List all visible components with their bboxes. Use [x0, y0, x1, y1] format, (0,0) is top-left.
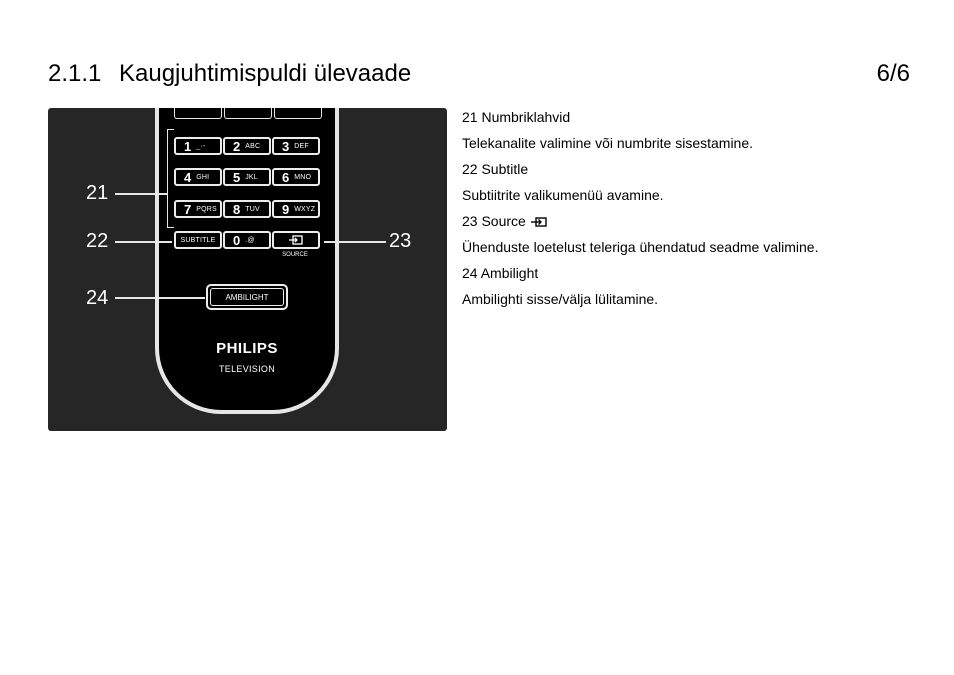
- page-title: Kaugjuhtimispuldi ülevaade: [119, 60, 412, 87]
- callout-21-line: [115, 193, 167, 195]
- section-number: 2.1.1: [48, 60, 102, 87]
- description-list: [462, 104, 818, 312]
- desc-heading-23-label: 23 Source: [462, 213, 526, 229]
- source-key-label: SOURCE: [282, 252, 308, 258]
- brand-logo: PHILIPS: [216, 340, 278, 357]
- source-input-icon: [530, 216, 548, 228]
- subtitle-key: SUBTITLE: [174, 231, 222, 249]
- callout-24-line: [115, 297, 205, 299]
- key-2: 2 ABC: [223, 137, 271, 155]
- desc-heading-22: 22 Subtitle: [462, 161, 529, 177]
- callout-21: 21: [86, 182, 109, 204]
- desc-text-24: Ambilighti sisse/välja lülitamine.: [462, 291, 659, 307]
- source-key: [272, 231, 320, 249]
- ambilight-key: AMBILIGHT: [206, 284, 288, 310]
- desc-heading-21: 21 Numbriklahvid: [462, 109, 571, 125]
- key-5: 5 JKL: [223, 168, 271, 186]
- page-number: 6/6: [876, 60, 910, 87]
- callout-22: 22: [86, 230, 109, 252]
- upper-keys-partial: [174, 108, 320, 119]
- key-6: 6 MNO: [272, 168, 320, 186]
- source-input-icon: [288, 235, 304, 245]
- key-3: 3 DEF: [272, 137, 320, 155]
- key-1: 1 _·-: [174, 137, 222, 155]
- callout-24: 24: [86, 287, 109, 309]
- key-8: 8 TUV: [223, 200, 271, 218]
- desc-text-21: Telekanalite valimine või numbrite sisestamine.: [462, 135, 754, 151]
- desc-text-22: Subtiitrite valikumenüü avamine.: [462, 187, 664, 203]
- brand-subtitle: TELEVISION: [218, 364, 275, 374]
- callout-23-line: [324, 241, 386, 243]
- desc-heading-23: [462, 208, 818, 234]
- callout-22-line: [115, 241, 172, 243]
- numeric-keys-bracket: [167, 129, 174, 228]
- key-9: 9 WXYZ: [272, 200, 320, 218]
- key-4: 4 GHI: [174, 168, 222, 186]
- key-0: 0 .@: [223, 231, 271, 249]
- remote-control-figure: [48, 108, 447, 431]
- desc-text-23: Ühenduste loetelust teleriga ühendatud seadme valimine.: [462, 239, 819, 255]
- desc-heading-24: 24 Ambilight: [462, 265, 539, 281]
- key-7: 7 PQRS: [174, 200, 222, 218]
- callout-23: 23: [389, 230, 412, 252]
